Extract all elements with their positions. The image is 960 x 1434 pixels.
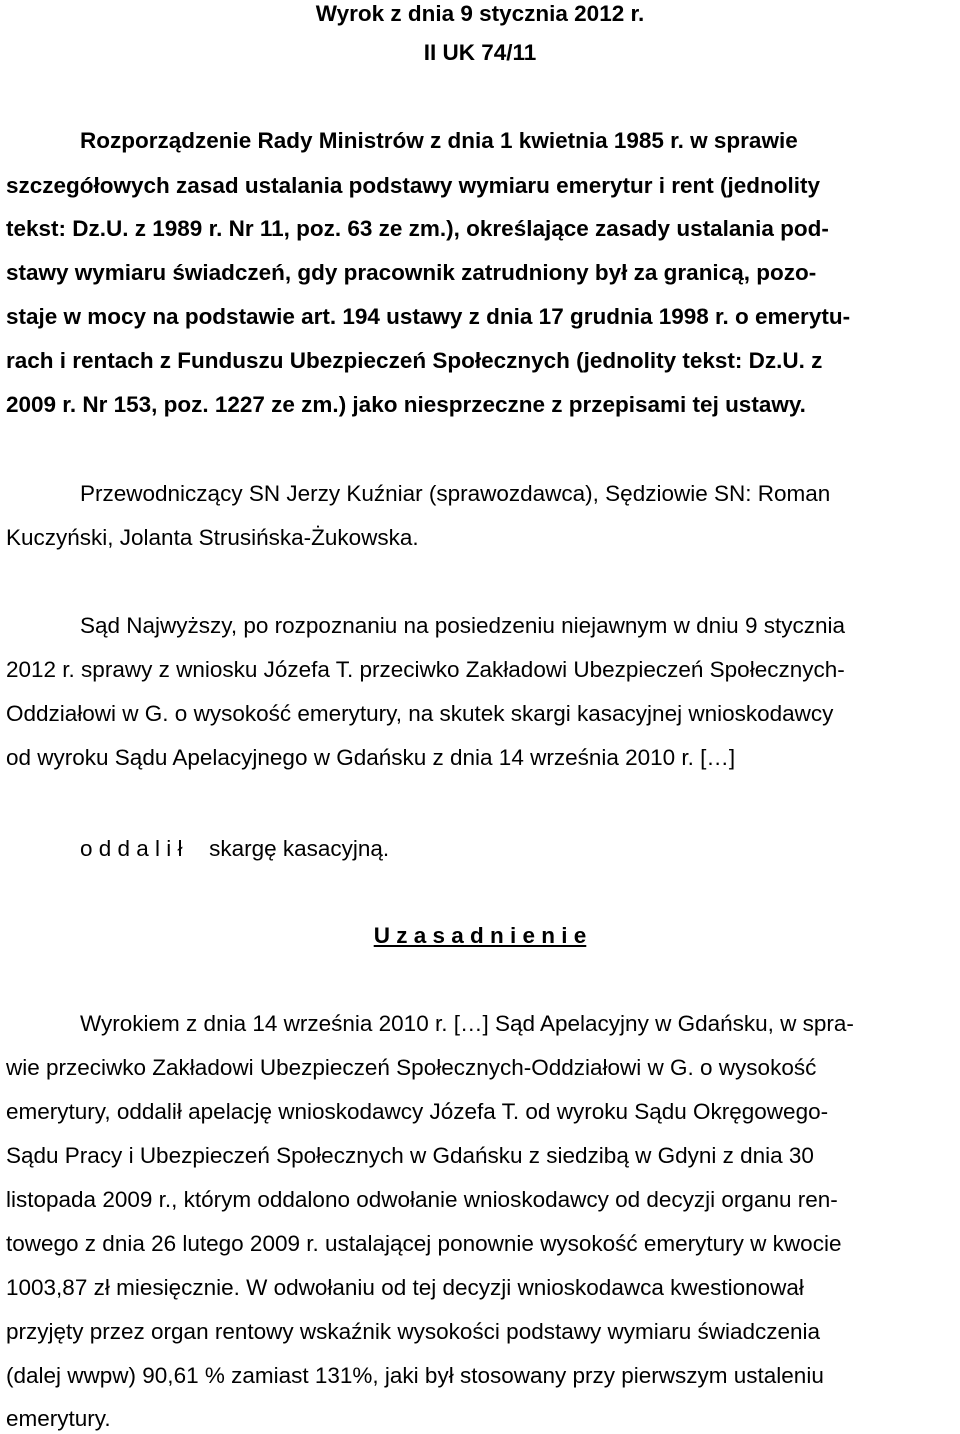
thesis-line: rach i rentach z Funduszu Ubezpieczeń Społecznych (jednolity tekst: Dz.U. z: [6, 348, 823, 373]
justification-line: emerytury.: [6, 1406, 111, 1431]
ruling-line: 2012 r. sprawy z wniosku Józefa T. przeciwko Zakładowi Ubezpieczeń Społecznych-: [6, 657, 845, 682]
justification-line: towego z dnia 26 lutego 2009 r. ustalającej ponownie wysokość emerytury w kwocie: [6, 1231, 842, 1256]
justification-heading: U z a s a d n i e n i e: [373, 923, 587, 948]
thesis-line: szczegółowych zasad ustalania podstawy wymiaru emerytur i rent (jednolity: [6, 173, 820, 198]
thesis-line: stawy wymiaru świadczeń, gdy pracownik zatrudniony był za granicą, pozo-: [6, 260, 817, 285]
justification-line: przyjęty przez organ rentowy wskaźnik wysokości podstawy wymiaru świadczenia: [6, 1319, 821, 1344]
ruling-line: Oddziałowi w G. o wysokość emerytury, na skutek skargi kasacyjnej wnioskodawcy: [6, 701, 834, 726]
thesis-line: Rozporządzenie Rady Ministrów z dnia 1 kwietnia 1985 r. w sprawie: [80, 128, 798, 153]
justification-line: 1003,87 zł miesięcznie. W odwołaniu od tej decyzji wnioskodawca kwestionował: [6, 1275, 804, 1300]
decision: [80, 835, 389, 863]
panel-line: Przewodniczący SN Jerzy Kuźniar (sprawozdawca), Sędziowie SN: Roman: [80, 481, 831, 506]
case-number: II UK 74/11: [423, 40, 537, 65]
justification-line: Wyrokiem z dnia 14 września 2010 r. […] Sąd Apelacyjny w Gdańsku, w spra-: [80, 1011, 854, 1036]
justification-line: wie przeciwko Zakładowi Ubezpieczeń Społecznych-Oddziałowi w G. o wysokość: [6, 1055, 817, 1080]
thesis-line: tekst: Dz.U. z 1989 r. Nr 11, poz. 63 ze zm.), określające zasady ustalania pod-: [6, 216, 829, 241]
justification-line: emerytury, oddalił apelację wnioskodawcy Józefa T. od wyroku Sądu Okręgowego-: [6, 1099, 829, 1124]
judgment-date: Wyrok z dnia 9 stycznia 2012 r.: [315, 1, 645, 26]
ruling-line: Sąd Najwyższy, po rozpoznaniu na posiedzeniu niejawnym w dniu 9 stycznia: [80, 613, 845, 638]
justification-line: listopada 2009 r., którym oddalono odwołanie wnioskodawcy od decyzji organu ren-: [6, 1187, 838, 1212]
justification-line: (dalej wwpw) 90,61 % zamiast 131%, jaki był stosowany przy pierwszym ustaleniu: [6, 1363, 824, 1388]
thesis-line: 2009 r. Nr 153, poz. 1227 ze zm.) jako niesprzeczne z przepisami tej ustawy.: [6, 392, 806, 417]
justification-line: Sądu Pracy i Ubezpieczeń Społecznych w Gdańsku z siedzibą w Gdyni z dnia 30: [6, 1143, 814, 1168]
ruling-line: od wyroku Sądu Apelacyjnego w Gdańsku z dnia 14 września 2010 r. […]: [6, 745, 736, 770]
decision-object: skargę kasacyjną.: [209, 836, 390, 861]
panel-line: Kuczyński, Jolanta Strusińska-Żukowska.: [6, 525, 419, 550]
decision-verb: o d d a l i ł: [80, 836, 183, 861]
thesis-line: staje w mocy na podstawie art. 194 ustawy z dnia 17 grudnia 1998 r. o emerytu-: [6, 304, 851, 329]
